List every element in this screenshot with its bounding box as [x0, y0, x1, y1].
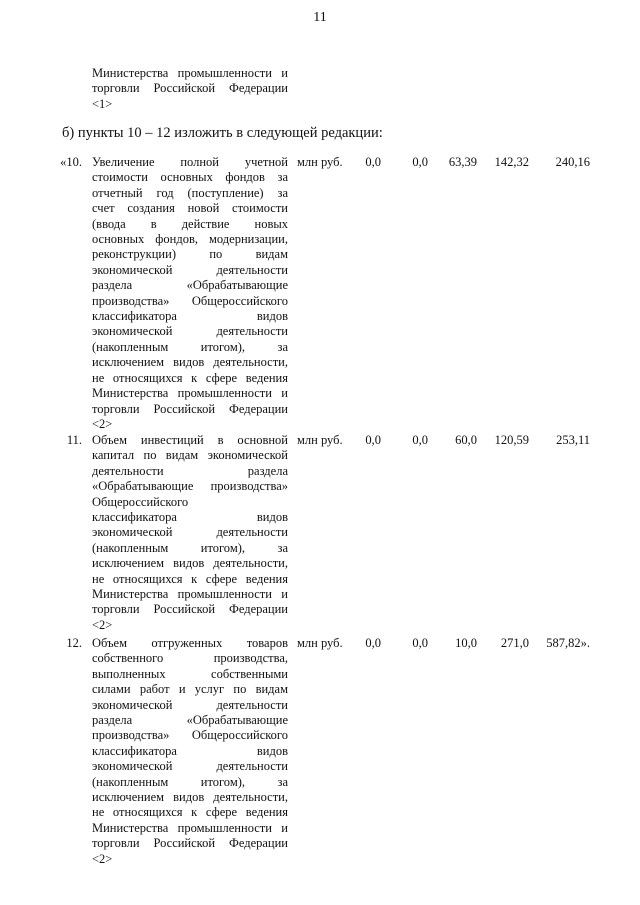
- continuation-line: торговли Российской Федерации: [92, 81, 288, 96]
- description-line: собственного производства,: [92, 651, 288, 666]
- continuation-line: Министерства промышленности и: [92, 66, 288, 80]
- description-line: <2>: [92, 851, 113, 866]
- description-line: счет создания новой стоимости: [92, 201, 288, 216]
- description-line: экономической деятельности: [92, 262, 288, 277]
- description-line: исключением видов деятельности,: [92, 790, 288, 805]
- description-line: Объем отгруженных товаров: [92, 636, 288, 650]
- description-line: Увеличение полной учетной: [92, 155, 288, 169]
- description-line: торговли Российской Федерации: [92, 401, 288, 416]
- description-line: (накопленным итогом), за: [92, 540, 288, 555]
- value-cell: 0,0: [412, 155, 428, 169]
- page-number: 11: [313, 10, 327, 25]
- description-line: Министерства промышленности и: [92, 386, 288, 401]
- description-line: (накопленным итогом), за: [92, 774, 288, 789]
- description-line: экономической деятельности: [92, 324, 288, 339]
- row-number: 11.: [66, 433, 82, 447]
- value-cell: 63,39: [448, 155, 477, 169]
- indicator-description: [92, 155, 288, 432]
- description-line: Объем инвестиций в основной: [92, 433, 288, 447]
- unit-cell: млн руб.: [297, 433, 343, 447]
- description-line: не относящихся к сфере ведения: [92, 370, 288, 385]
- description-line: раздела «Обрабатывающие: [92, 713, 288, 728]
- value-cell: 10,0: [455, 636, 477, 650]
- description-line: капитал по видам экономической: [92, 448, 288, 463]
- description-line: исключением видов деятельности,: [92, 556, 288, 571]
- description-line: «Обрабатывающие производства»: [92, 479, 288, 494]
- amendment-instruction: б) пункты 10 – 12 изложить в следующей редакции:: [62, 125, 383, 141]
- unit-cell: млн руб.: [297, 155, 343, 169]
- description-line: не относящихся к сфере ведения: [92, 571, 288, 586]
- row-number: 12.: [66, 636, 82, 650]
- description-line: деятельности раздела: [92, 463, 288, 478]
- description-line: производства» Общероссийского: [92, 293, 288, 308]
- description-line: реконструкции) по видам: [92, 247, 288, 262]
- indicator-description: [92, 433, 288, 633]
- value-cell: 0,0: [412, 433, 428, 447]
- row-number: «10.: [60, 155, 82, 169]
- value-cell: 0,0: [365, 636, 381, 650]
- description-line: классификатора видов: [92, 510, 288, 525]
- indicator-description: [92, 636, 288, 867]
- value-cell: 240,16: [555, 155, 590, 169]
- description-line: <2>: [92, 416, 113, 431]
- description-line: раздела «Обрабатывающие: [92, 278, 288, 293]
- description-line: классификатора видов: [92, 309, 288, 324]
- description-line: Общероссийского: [92, 494, 189, 509]
- description-line: исключением видов деятельности,: [92, 355, 288, 370]
- description-line: торговли Российской Федерации: [92, 602, 288, 617]
- description-line: выполненных собственными: [92, 666, 288, 681]
- description-line: экономической деятельности: [92, 525, 288, 540]
- description-line: силами работ и услуг по видам: [92, 682, 288, 697]
- continuation-line: <1>: [92, 96, 113, 111]
- value-cell: 142,32: [494, 155, 529, 169]
- value-cell: 0,0: [412, 636, 428, 650]
- description-line: не относящихся к сфере ведения: [92, 805, 288, 820]
- description-line: экономической деятельности: [92, 759, 288, 774]
- value-cell: 271,0: [500, 636, 529, 650]
- description-line: (ввода в действие новых: [92, 216, 288, 231]
- value-cell: 587,82».: [546, 636, 590, 650]
- description-line: стоимости основных фондов за: [92, 170, 288, 185]
- continuation-text: [92, 66, 288, 112]
- description-line: отчетный год (поступление) за: [92, 185, 288, 200]
- value-cell: 0,0: [365, 155, 381, 169]
- description-line: экономической деятельности: [92, 697, 288, 712]
- description-line: производства» Общероссийского: [92, 728, 288, 743]
- value-cell: 253,11: [556, 433, 590, 447]
- description-line: Министерства промышленности и: [92, 820, 288, 835]
- description-line: торговли Российской Федерации: [92, 836, 288, 851]
- value-cell: 0,0: [365, 433, 381, 447]
- value-cell: 120,59: [494, 433, 529, 447]
- description-line: основных фондов, модернизации,: [92, 232, 288, 247]
- description-line: классификатора видов: [92, 743, 288, 758]
- description-line: Министерства промышленности и: [92, 587, 288, 602]
- unit-cell: млн руб.: [297, 636, 343, 650]
- description-line: (накопленным итогом), за: [92, 339, 288, 354]
- value-cell: 60,0: [455, 433, 477, 447]
- description-line: <2>: [92, 617, 113, 632]
